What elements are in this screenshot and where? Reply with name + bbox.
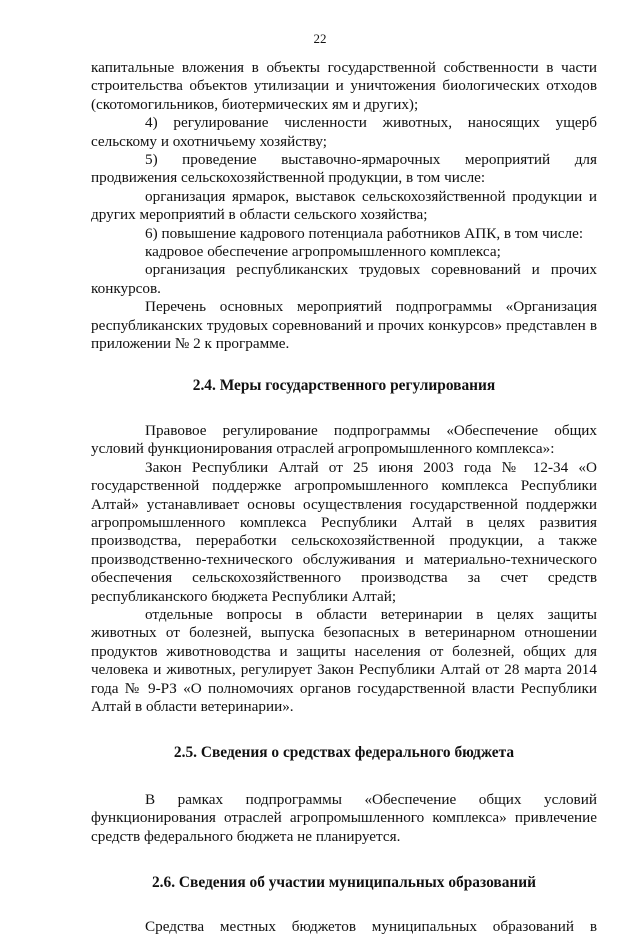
section-heading-2-6: 2.6. Сведения об участии муниципальных образований xyxy=(151,874,536,892)
paragraph-list-reference: Перечень основных мероприятий подпрограммы «Организация республиканских трудовых соревнований и прочих конкурсов» представлен в приложении № 2 к программе. xyxy=(91,298,597,353)
document-body xyxy=(91,59,597,937)
paragraph-legal-regulation: Правовое регулирование подпрограммы «Обеспечение общих условий функционирования отраслей агропромышленного комплекса»: xyxy=(91,421,597,458)
page-number: 22 xyxy=(313,31,327,46)
paragraph-item-4: 4) регулирование численности животных, наносящих ущерб сельскому и охотничьему хозяйству; xyxy=(91,114,597,150)
paragraph-item-6: 6) повышение кадрового потенциала работников АПК, в том числе: xyxy=(145,224,584,242)
paragraph-competitions: организация республиканских трудовых соревнований и прочих конкурсов. xyxy=(91,261,597,297)
section-heading-2-4: 2.4. Меры государственного регулирования xyxy=(192,376,496,394)
paragraph-item-5: 5) проведение выставочно-ярмарочных мероприятий для продвижения сельскохозяйственной продукции, в том числе: xyxy=(91,151,597,187)
paragraph-staffing: кадровое обеспечение агропромышленного комплекса; xyxy=(145,243,501,261)
paragraph-capital-investments: капитальные вложения в объекты государственной собственности в части строительства объектов утилизации и уничтожения биологических отходов (скотомогильников, биотермических ям и других); xyxy=(91,59,597,113)
paragraph-federal-budget: В рамках подпрограммы «Обеспечение общих условий функционирования отраслей агропромышленного комплекса» привлечение средств федерального бюджета не планируется. xyxy=(91,790,597,845)
paragraph-local-budgets: Средства местных бюджетов муниципальных образований в xyxy=(145,918,597,936)
paragraph-veterinary: отдельные вопросы в области ветеринарии в целях защиты животных от болезней, выпуска безопасных в ветеринарном отношении продуктов животноводства и защиты населения от болезней, общих для человека и животных, регулирует Закон Республики Алтай от 28 марта 2014 года № 9-РЗ «О полномочиях органов государственной власти Республики Алтай в области ветеринарии». xyxy=(91,605,597,715)
paragraph-law-12-34: Закон Республики Алтай от 25 июня 2003 года № 12-34 «О государственной поддержке агропромышленного комплекса Республики Алтай» устанавливает основы осуществления государственной поддержки агропромышленного комплекса Республики Алтай в целях развития производства, переработки сельскохозяйственной продукции, а также производственно-технического обслуживания и материально-технического обеспечения сельскохозяйственного производства за счет средств республиканского бюджета Республики Алтай; xyxy=(91,458,597,605)
paragraph-fairs: организация ярмарок, выставок сельскохозяйственной продукции и других мероприятий в области сельского хозяйства; xyxy=(91,187,597,224)
section-heading-2-5: 2.5. Сведения о средствах федерального бюджета xyxy=(173,744,515,762)
